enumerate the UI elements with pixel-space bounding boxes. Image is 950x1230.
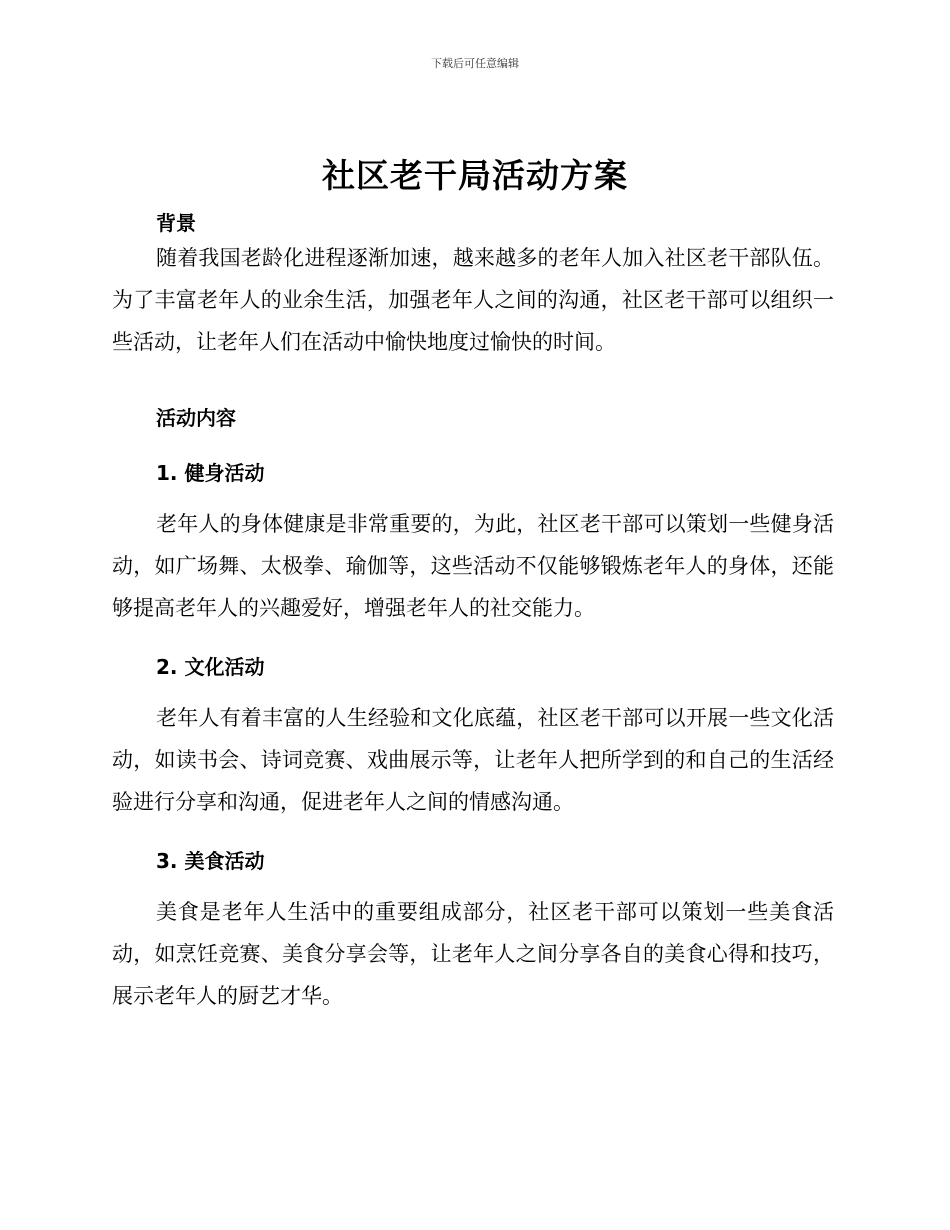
document-title: 社区老干局活动方案: [322, 156, 628, 195]
content-heading: 活动内容: [156, 406, 236, 430]
background-paragraph: 随着我国老龄化进程逐渐加速，越来越多的老年人加入社区老干部队伍。为了丰富老年人的业余生活，加强老年人之间的沟通，社区老干部可以组织一些活动，让老年人们在活动中愉快地度过愉快的时间。: [112, 246, 834, 354]
background-heading: 背景: [156, 211, 196, 235]
section-paragraph-food: 美食是老年人生活中的重要组成部分，社区老干部可以策划一些美食活动，如烹饪竞赛、美食分享会等，让老年人之间分享各自的美食心得和技巧，展示老年人的厨艺才华。: [112, 900, 834, 1008]
section-paragraph-fitness: 老年人的身体健康是非常重要的，为此，社区老干部可以策划一些健身活动，如广场舞、太极拳、瑜伽等，这些活动不仅能够锻炼老年人的身体，还能够提高老年人的兴趣爱好，增强老年人的社交能力。: [112, 512, 834, 620]
section-paragraph-culture: 老年人有着丰富的人生经验和文化底蕴，社区老干部可以开展一些文化活动，如读书会、诗词竞赛、戏曲展示等，让老年人把所学到的和自己的生活经验进行分享和沟通，促进老年人之间的情感沟通。: [112, 706, 834, 814]
section-heading-culture: 2. 文化活动: [156, 655, 265, 679]
header-note: 下载后可任意编辑: [431, 57, 519, 70]
section-heading-food: 3. 美食活动: [156, 849, 265, 873]
section-heading-fitness: 1. 健身活动: [156, 461, 265, 485]
